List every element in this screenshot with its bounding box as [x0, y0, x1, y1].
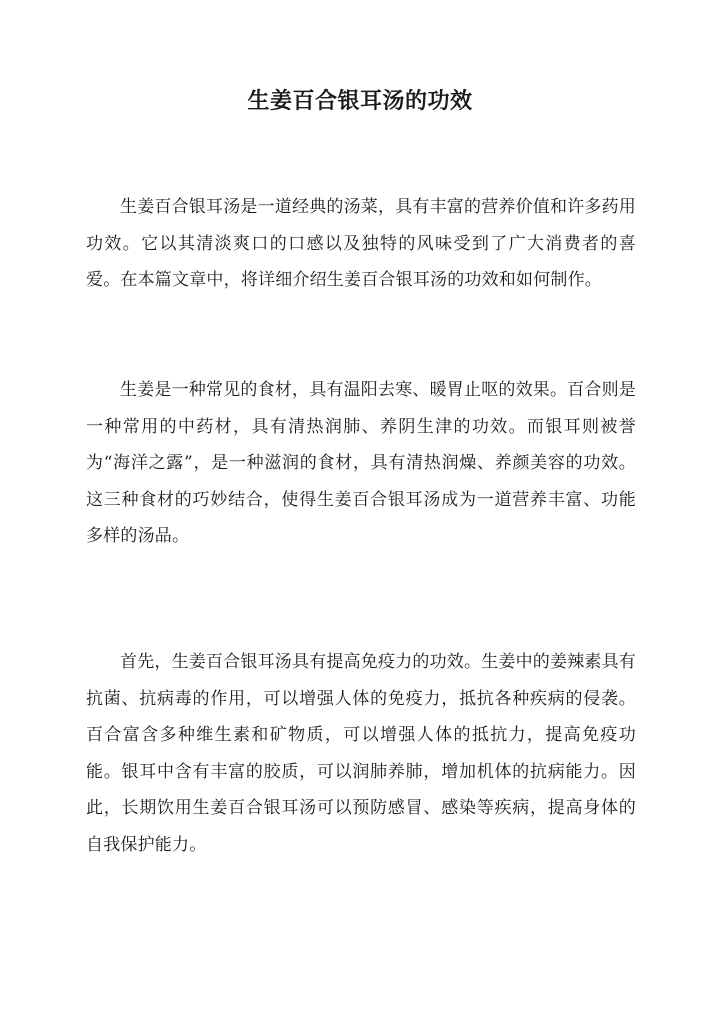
paragraph-immunity: 首先，生姜百合银耳汤具有提高免疫力的功效。生姜中的姜辣素具有抗菌、抗病毒的作用，可以增强人体的免疫力，抵抗各种疾病的侵袭。百合富含多种维生素和矿物质，可以增强人体的抵抗力，提高免疫功能。银耳中含有丰富的胶质，可以润肺养肺，增加机体的抗病能力。因此，长期饮用生姜百合银耳汤可以预防感冒、感染等疾病，提高身体的自我保护能力。 — [86, 652, 636, 855]
paragraph-intro: 生姜百合银耳汤是一道经典的汤菜，具有丰富的营养价值和许多药用功效。它以其清淡爽口的口感以及独特的风味受到了广大消费者的喜爱。在本篇文章中，将详细介绍生姜百合银耳汤的功效和如何制作。 — [86, 197, 636, 290]
document-title: 生姜百合银耳汤的功效 — [247, 88, 473, 114]
paragraph-ingredients: 生姜是一种常见的食材，具有温阳去寒、暖胃止呕的效果。百合则是一种常用的中药材，具有清热润肺、养阴生津的功效。而银耳则被誉为“海洋之露”，是一种滋润的食材，具有清热润燥、养颜美容的功效。这三种食材的巧妙结合，使得生姜百合银耳汤成为一道营养丰富、功能多样的汤品。 — [86, 380, 636, 546]
